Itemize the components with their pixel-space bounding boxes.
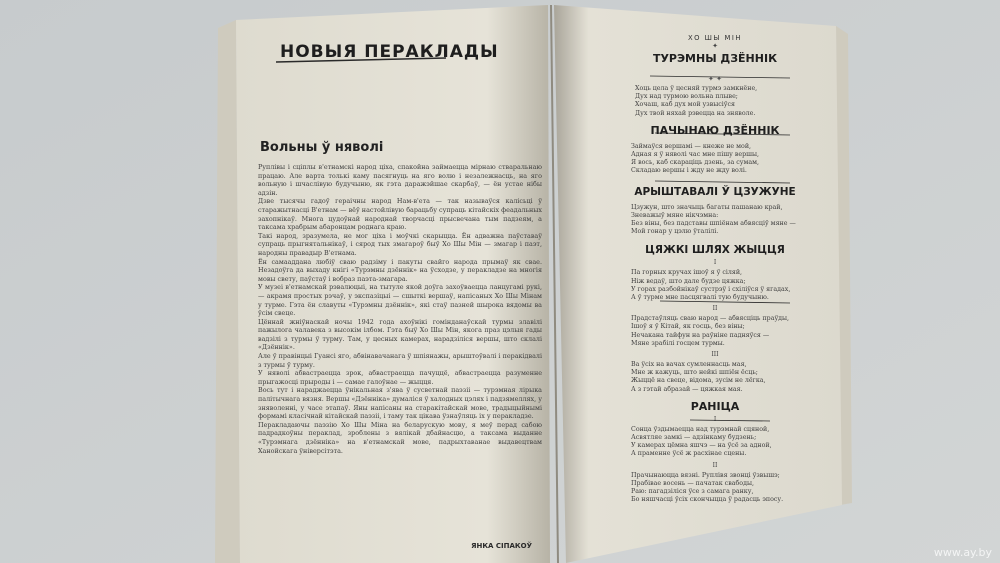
poem-verse: Сонца ўздымаецца над турэмнай сцяной, Асвятляе замкі — адзінкаму будзень; У камерах цёмна яшчэ — на ўсё за адной, А праменне ўсё ж расхінае сцены. <box>631 425 772 458</box>
body-paragraph: Але ў правінцыі Гуансі яго, абвінавачанага ў шпіянажы, арыштоўвалі і перакідвалі з турмы ў турму. <box>258 352 542 369</box>
part-number: I <box>713 259 717 267</box>
part-number: I <box>713 415 717 423</box>
body-paragraph: Цённай жніўнаскай ночы 1942 года ахоўнікі гомінданаўскай турмы злавілі пажылога чалавека з высокім ілбом. Гэта быў Хо Шы Мін, якога праз цэлыя гады вадзілі з турмы ў турму. Там, у цесных камерах, нарадзіліся вершы, што склалі «Дзённік». <box>258 317 542 352</box>
poem-title: РАНІЦА <box>690 399 740 413</box>
part-number: II <box>712 305 718 313</box>
epigraph-verse: Хоць цела ў цесняй турмэ замкнёне, Дух над турмою вольна плыве; Хочаш, каб дух мой узвысіўся Дух твой няхай рэвецца на зняволе. <box>635 85 758 117</box>
poem-verse: Займаўся вершамі — кнеже не мой, Адная я ў няволі час мне пішу вершы, Я вось, каб скараціць дзень, за сумам, Складаю вершы і жду не жду волі. <box>631 142 760 175</box>
body-paragraph: У музеі в'етнамскай рэвалюцыі, на тытуле якой доўга захоўваецца ланцугамі рукі, — акрамя простых рэчаў, у экспазіцыі — сшыткі вершаў, напісаных Хо Шы Мінам у турме. Гэта ён славуты «Турэмны дзённік», які стаў пазней шырока вядомы ва ўсім свеце. <box>258 283 542 318</box>
epigraph-mark: ✦ ✦ <box>708 75 722 83</box>
poem-verse: Прачынаюцца вязні. Руплівя звонці ўзвышэ; Прабівае восень — пачатак свабоды, Раю: пагадзіліся ўсе з самага ранку, Бо няшчасці ўсіх скончыцца ў радасць эпосу. <box>631 471 784 504</box>
body-paragraph: Такі народ, зразумела, не мог ціха і моўчкі скарыцца. Ён адважна паўставаў супраць прыгнятальнікаў, і сярод тых змагароў быў Хо Шы Мін — змагар і паэт, народны правадыр В'етнама. <box>258 231 542 257</box>
section-banner: НОВЫЯ ПЕРАКЛАДЫ <box>280 42 499 62</box>
body-paragraph: Руплівы і сціплы в'етнамскі народ ціха, спакойна займаецца мірнаю стваральнаю працаю. Але варта толькі каму пасягнуць на яго волю і незалежнасць, на яго вольную і шчаслівую будучыню, як гэта даражэйшае скарбаў, — ён устае нібы адзін. <box>258 163 542 197</box>
body-paragraph: Дзве тысячы гадоў гераічны народ Нам-в'ета — так называўся калісьці ў старажытнасці В'етнам — вёў настойлівую барацьбу супраць кітайскіх феадальных захопнікаў. Многа цудоўнай народнай творчасці прысвечана тым падзеям, а таксама храбрым абаронцам роднага краю. <box>258 197 542 232</box>
left-page-content <box>258 42 550 554</box>
article-title: Вольны ў няволі <box>260 140 384 155</box>
book-page-stack-left <box>215 20 240 563</box>
poem-verse: Прадстаўляць сваю народ — абвясціць праўды, Ішоў я ў Кітай, як госць, без віны; Нечакана тайфун на раўніне падняўся — Мяне зрабілі госцем турмы. <box>631 315 790 347</box>
translator-signature: ЯНКА СІПАКОЎ <box>471 542 532 550</box>
part-number: III <box>711 351 719 359</box>
poem-author: ХО ШЫ МІН <box>687 34 743 42</box>
main-title: ТУРЭМНЫ ДЗЁННІК <box>652 52 778 65</box>
watermark: www.ay.by <box>933 546 992 559</box>
poem-verse: Цзужун, што значыць багаты пашанаю край, Зневажыў мяне нікчэмна: Без віны, без падставы шпіёнам абвясціў мяне — Мой гонар у цэлю ўталілі. <box>631 203 796 236</box>
right-page-content <box>585 34 845 554</box>
poem-title: ЦЯЖКІ ШЛЯХ ЖЫЦЦЯ <box>645 244 785 257</box>
poem-title: ПАЧЫНАЮ ДЗЁННІК <box>650 123 780 137</box>
divider-mark: ✦ <box>712 42 718 50</box>
poem-title: АРЫШТАВАЛІ Ў ЦЗУЖУНЕ <box>634 185 796 198</box>
part-number: II <box>712 461 718 469</box>
poem-verse: Па горных кручах ішоў я ў сіляй, Ніж ведаў, што дале будзе цяжка; У горах разбойнікаў сустрэў і схіліўся ў ягадах, А ў турме мне пасцягвалі тую будучыню. <box>631 269 791 302</box>
body-paragraph: Перакладаючы паэзію Хо Шы Міна на беларускую мову, я меў перад сабою падрадкоўны пераклад, зроблены з вялікай дбайнасцю, а таксама выданне «Турэмнага дзённіка» на в'етнамскай мове, падрыхтаванае выдавецтвам Ханойскага ўніверсітэта. <box>258 420 542 455</box>
body-paragraph: Вось тут і нараджаецца ўнікальная з'ява ў сусветнай паэзіі — турэмная лірыка палітычнага вязня. Вершы «Дзённіка» думаліся ў халодных цэлях і падзямеллях, у зняволенні, у часе этапаў. Яны напісаны на старакітайскай мове, традыцыйнымі формамі класічнай кітайскай паэзіі, і таму так цікава ўзнаўляць іх у перакладзе. <box>258 386 542 421</box>
body-paragraph: У няволі абвастраецца зрок, абвастраецца пачуццё, абвастраецца разуменне прыгажосці прыроды і — самае галоўнае — жыцця. <box>258 369 542 386</box>
poem-verse: Ва ўсіх на вачах сумленнасць мая, Мне ж кажуць, што нейкі шпіён ёсць; Жыццё на свеце, відома, зусім не лёгка, А з гэтай абразай — цяжкая мая. <box>631 361 766 393</box>
body-paragraph: Ён самааддана любіў сваю радзіму і пакуты свайго народа прымаў як свае. Незадоўга да выхаду кнігі «Турэмны дзённік» на ўсходзе, у перакладзе на многія мовы свету, паўстаў і вобраз паэта-змагара. <box>258 257 542 283</box>
